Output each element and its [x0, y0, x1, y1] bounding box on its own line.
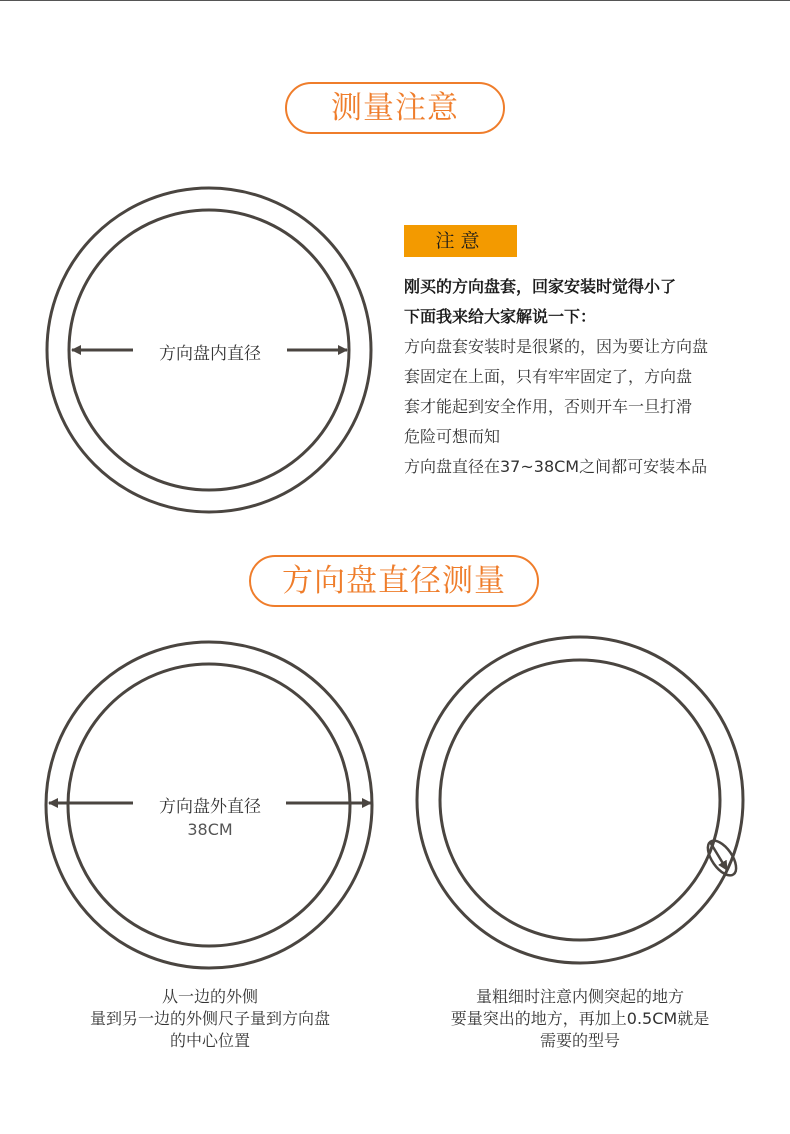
note-body-line: 方向盘套安装时是很紧的，因为要让方向盘 — [404, 337, 709, 356]
inner-diameter-label: 方向盘内直径 — [159, 344, 261, 364]
thickness-wheel — [417, 637, 743, 963]
outer-ring — [417, 637, 743, 963]
note-body-line: 方向盘直径在37~38CM之间都可安装本品 — [404, 457, 708, 476]
caption-line: 从一边的外侧 — [161, 987, 258, 1006]
caption-line: 需要的型号 — [539, 1031, 620, 1050]
note-body-line: 套才能起到安全作用，否则开车一旦打滑 — [404, 397, 693, 416]
note-text — [404, 272, 784, 482]
outer-diameter-caption — [20, 986, 400, 1052]
caption-line: 的中心位置 — [169, 1031, 250, 1050]
section-title-measure-notice: 测量注意 — [285, 82, 505, 134]
note-heading-line: 下面我来给大家解说一下： — [404, 307, 597, 326]
note-body-line: 套固定在上面，只有牢牢固定了，方向盘 — [404, 367, 693, 386]
thickness-caption — [400, 986, 760, 1052]
note-heading-line: 刚买的方向盘套，回家安装时觉得小了 — [404, 277, 677, 296]
caption-line: 量粗细时注意内侧突起的地方 — [475, 987, 684, 1006]
inner-ring — [440, 660, 720, 940]
note-badge: 注意 — [404, 225, 517, 257]
outer-diameter-value: 38CM — [187, 820, 233, 839]
note-body-line: 危险可想而知 — [404, 427, 501, 446]
section-title-diameter-measure: 方向盘直径测量 — [249, 555, 539, 607]
caption-line: 要量突出的地方，再加上0.5CM就是 — [450, 1009, 710, 1028]
outer-diameter-label: 方向盘外直径 — [159, 797, 261, 817]
caption-line: 量到另一边的外侧尺子量到方向盘 — [89, 1009, 330, 1028]
